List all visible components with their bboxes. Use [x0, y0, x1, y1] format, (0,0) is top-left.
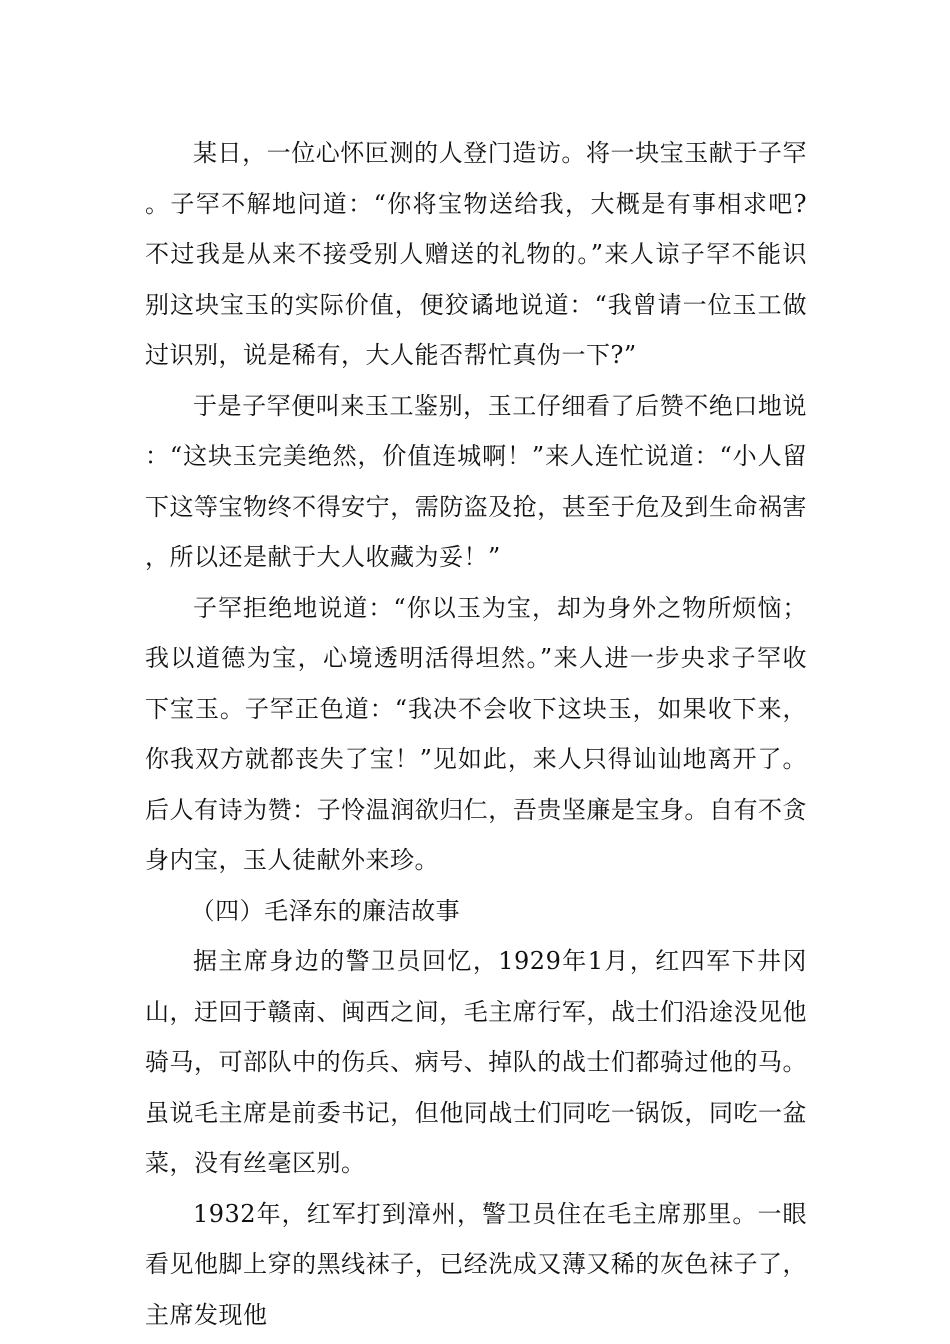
paragraph-zihan-visitor: 某日，一位心怀叵测的人登门造访。将一块宝玉献于子罕。子罕不解地问道：“你将宝物送给我，大概是有事相求吧?不过我是从来不接受别人赠送的礼物的。”来人谅子罕不能识别这块宝玉的实际价值，便狡谲地说道：“我曾请一位玉工做过识别，说是稀有，大人能否帮忙真伪一下?”	[145, 139, 807, 369]
paragraph-guard-recollection: 据主席身边的警卫员回忆，1929年1月，红四军下井冈山，迂回于赣南、闽西之间，毛主席行军，战士们沿途没见他骑马，可部队中的伤兵、病号、掉队的战士们都骑过他的马。虽说毛主席是前委书记，但他同战士们同吃一锅饭，同吃一盆菜，没有丝毫区别。	[145, 947, 807, 1177]
paragraph-jade-appraisal: 于是子罕便叫来玉工鉴别，玉工仔细看了后赞不绝口地说：“这块玉完美绝然，价值连城啊！”来人连忙说道：“小人留下这等宝物终不得安宁，需防盗及抢，甚至于危及到生命祸害，所以还是献于大人收藏为妥！”	[145, 391, 807, 571]
section-heading: （四）毛泽东的廉洁故事	[190, 896, 461, 925]
document-body	[145, 128, 807, 1340]
paragraph-zhangzhou-socks: 1932年，红军打到漳州，警卫员住在毛主席那里。一眼看见他脚上穿的黑线袜子，已经洗成又薄又稀的灰色袜子了，主席发现他	[145, 1199, 807, 1329]
paragraph-zihan-refusal: 子罕拒绝地说道：“你以玉为宝，却为身外之物所烦恼；我以道德为宝，心境透明活得坦然。”来人进一步央求子罕收下宝玉。子罕正色道：“我决不会收下这块玉，如果收下来，你我双方就都丧失了宝！”见如此，来人只得讪讪地离开了。后人有诗为赞：子怜温润欲归仁，吾贵坚廉是宝身。自有不贪身内宝，玉人徒献外来珍。	[145, 593, 807, 874]
